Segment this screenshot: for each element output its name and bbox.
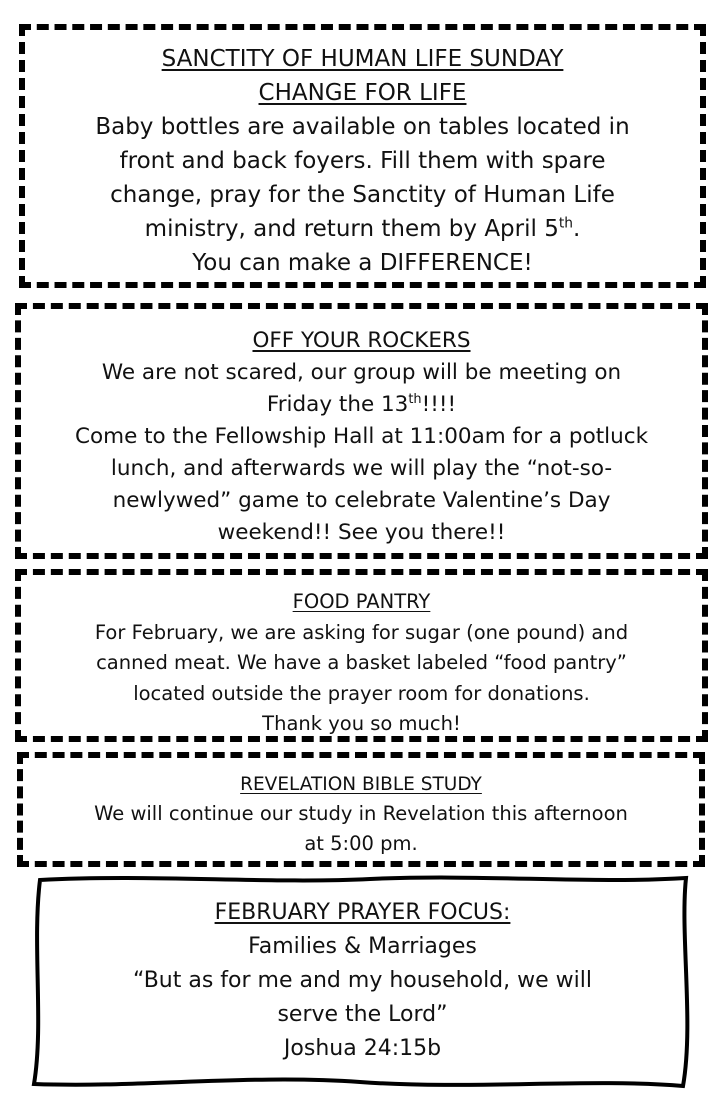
body-line: located outside the prayer room for donations. [133, 681, 590, 705]
body-line: We are not scared, our group will be meeting on [101, 360, 622, 385]
body-text: ministry, and return them by April 5 [144, 216, 559, 242]
food-pantry-section [15, 569, 708, 742]
body-line [21, 389, 702, 421]
body-line: front and back foyers. Fill them with spare [119, 148, 606, 174]
ordinal-suffix: th [558, 215, 573, 232]
section-title: OFF YOUR ROCKERS [252, 328, 471, 353]
body-line: Thank you so much! [262, 712, 461, 735]
body-text: !!!! [421, 392, 457, 417]
off-your-rockers-section [15, 303, 708, 559]
body-line: Come to the Fellowship Hall at 11:00am for a potluck [74, 424, 649, 449]
body-line: For February, we are asking for sugar (one pound) and [94, 620, 629, 644]
sanctity-of-life-section [19, 24, 706, 288]
body-line: Families & Marriages [248, 934, 477, 959]
section-title: SANCTITY OF HUMAN LIFE SUNDAY [161, 46, 564, 72]
scripture-quote: “But as for me and my household, we will [132, 968, 592, 993]
section-subtitle: CHANGE FOR LIFE [258, 80, 467, 106]
body-line: canned meat. We have a basket labeled “food pantry” [96, 651, 627, 674]
bible-study-section [17, 752, 705, 867]
section-title: REVELATION BIBLE STUDY [240, 774, 482, 795]
scripture-quote: serve the Lord” [277, 1002, 448, 1027]
body-line [25, 212, 700, 246]
body-line: Baby bottles are available on tables located in [95, 114, 630, 140]
scripture-reference: Joshua 24:15b [283, 1036, 442, 1061]
body-line: newlywed” game to celebrate Valentine’s Day [112, 488, 611, 513]
section-title: FEBRUARY PRAYER FOCUS: [214, 900, 511, 925]
ordinal-suffix: th [408, 391, 422, 407]
body-line: lunch, and afterwards we will play the “not-so- [110, 456, 613, 481]
body-line: weekend!! See you there!! [217, 520, 506, 545]
body-line: We will continue our study in Revelation this afternoon [94, 802, 628, 825]
body-text: Friday the 13 [266, 392, 409, 417]
prayer-focus-content [30, 896, 695, 1066]
body-text: . [573, 216, 581, 242]
prayer-focus-section [30, 874, 695, 1090]
body-line: You can make a DIFFERENCE! [192, 250, 533, 276]
body-line: change, pray for the Sanctity of Human Life [110, 182, 615, 208]
body-line: at 5:00 pm. [304, 832, 418, 855]
section-title: FOOD PANTRY [292, 590, 431, 613]
